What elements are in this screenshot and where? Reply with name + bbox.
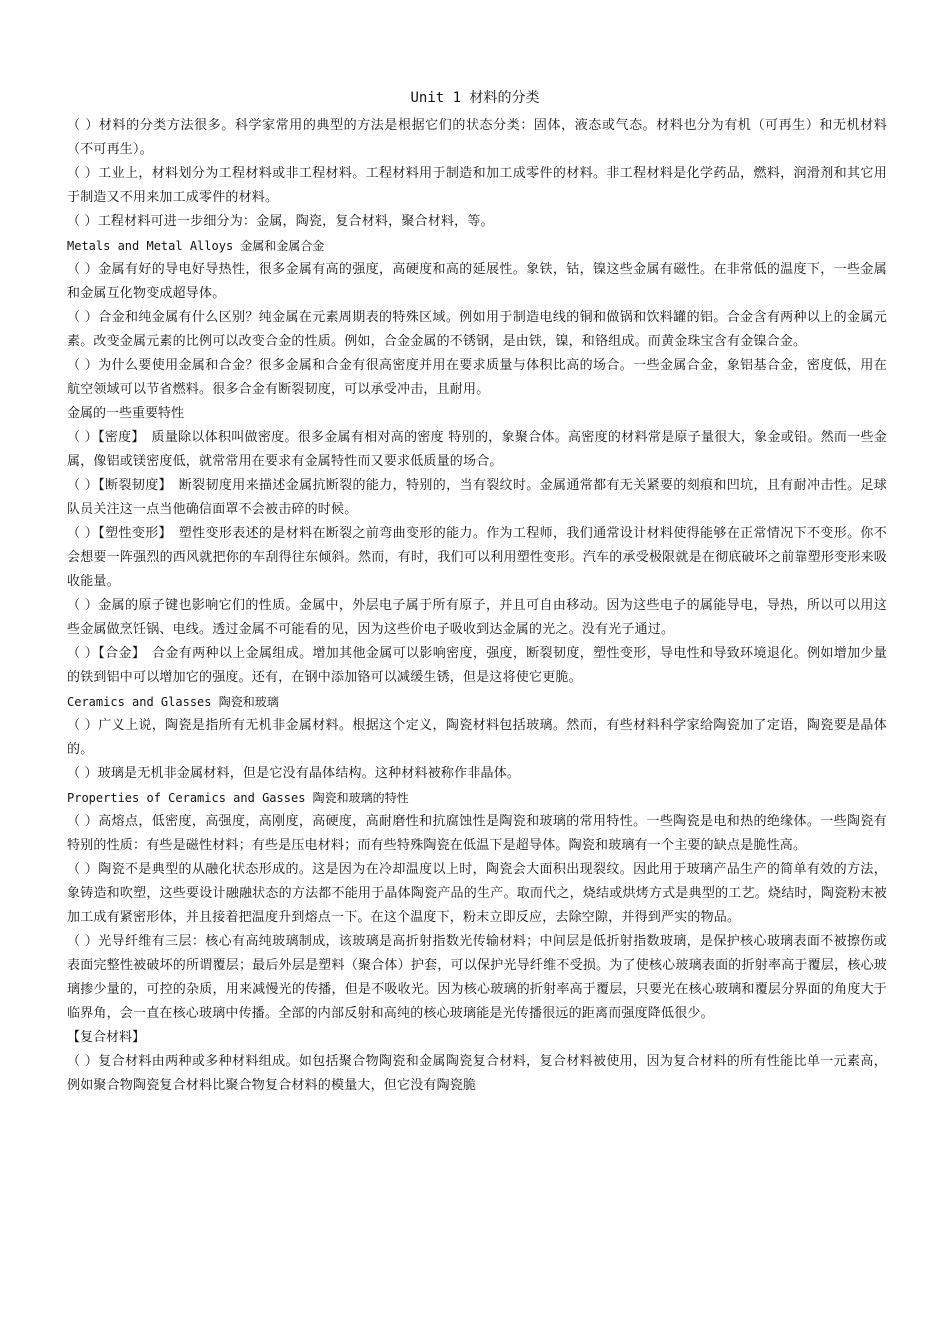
para-why-alloys: （ ）为什么要使用金属和合金？很多金属和合金有很高密度并用在要求质量与体积比高的场合。一些金属合金，象铝基合金，密度低，用在航空领域可以节省燃料。很多合金有断裂韧度，可以承受冲击，且耐用。: [67, 358, 887, 397]
heading-composites: 【复合材料】: [67, 1030, 146, 1045]
para-density: （ ）【密度】 质量除以体积叫做密度。很多金属有相对高的密度 特别的，象聚合体。高密度的材料常是原子量很大，象金或铅。然而一些金属，像铝或镁密度低，就常常用在要求有金属特性而又要求低质量的场合。: [67, 430, 887, 469]
document-title: Unit 1 材料的分类: [410, 90, 540, 106]
heading-metals: Metals and Metal Alloys 金属和金属合金: [67, 239, 325, 253]
para-composites: （ ）复合材料由两种或多种材料组成。如包括聚合物陶瓷和金属陶瓷复合材料，复合材料被使用，因为复合材料的所有性能比单一元素高，例如聚合物陶瓷复合材料比聚合物复合材料的模量大，但它没有陶瓷脆: [67, 1054, 887, 1093]
para-alloys: （ ）【合金】 合金有两种以上金属组成。增加其他金属可以影响密度，强度，断裂韧度，塑性变形，导电性和导致环境退化。例如增加少量的铁到铝中可以增加它的强度。还有，在钢中添加铬可以减缓生锈，但是这将使它更脆。: [67, 646, 887, 685]
para-ceramic-properties: （ ）高熔点，低密度，高强度，高刚度，高硬度，高耐磨性和抗腐蚀性是陶瓷和玻璃的常用特性。一些陶瓷是电和热的绝缘体。一些陶瓷有特别的性质：有些是磁性材料；有些是压电材料；而有些特殊陶瓷在低温下是超导体。陶瓷和玻璃有一个主要的缺点是脆性高。: [67, 814, 887, 853]
para-alloy-vs-pure: （ ）合金和纯金属有什么区别？纯金属在元素周期表的特殊区域。例如用于制造电线的铜和做锅和饮料罐的铝。合金含有两种以上的金属元素。改变金属元素的比例可以改变合金的性质。例如，合金金属的不锈钢，是由铁，镍，和铬组成。而黄金珠宝含有金镍合金。: [67, 310, 887, 349]
para-ceramics-definition: （ ）广义上说，陶瓷是指所有无机非金属材料。根据这个定义，陶瓷材料包括玻璃。然而，有些材料科学家给陶瓷加了定语，陶瓷要是晶体的。: [67, 718, 887, 757]
para-metal-conductivity: （ ）金属有好的导电好导热性，很多金属有高的强度，高硬度和高的延展性。象铁，钴，镍这些金属有磁性。在非常低的温度下，一些金属和金属互化物变成超导体。: [67, 262, 887, 301]
heading-ceramics: Ceramics and Glasses 陶瓷和玻璃: [67, 695, 279, 709]
heading-metal-properties: 金属的一些重要特性: [67, 406, 185, 421]
para-engineering-materials: （ ）工业上，材料划分为工程材料或非工程材料。工程材料用于制造和加工成零件的材料。非工程材料是化学药品，燃料，润滑剂和其它用于制造又不用来加工成零件的材料。: [67, 166, 887, 205]
document-body: [67, 114, 887, 1098]
para-subdivision: （ ）工程材料可进一步细分为：金属，陶瓷，复合材料，聚合材料，等。: [67, 214, 494, 229]
para-optical-fiber: （ ）光导纤维有三层：核心有高纯玻璃制成，该玻璃是高折射指数光传输材料；中间层是低折射指数玻璃，是保护核心玻璃表面不被擦伤或表面完整性被破坏的所谓覆层；最后外层是塑料（聚合体）护套，可以保护光导纤维不受损。为了使核心玻璃表面的折射率高于覆层，核心玻璃掺少量的，可控的杂质，用来减慢光的传播，但是不吸收光。因为核心玻璃的折射率高于覆层，只要光在核心玻璃和覆层分界面的角度大于临界角，会一直在核心玻璃中传播。全部的内部反射和高纯的核心玻璃能是光传播很远的距离而强度降低很少。: [67, 934, 887, 1021]
para-ceramic-forming: （ ）陶瓷不是典型的从融化状态形成的。这是因为在冷却温度以上时，陶瓷会大面积出现裂纹。因此用于玻璃产品生产的简单有效的方法，象铸造和吹塑，这些要设计融融状态的方法都不能用于晶体陶瓷产品的生产。取而代之，烧结或烘烤方式是典型的工艺。烧结时，陶瓷粉末被加工成有紧密形体，并且接着把温度升到熔点一下。在这个温度下，粉末立即反应，去除空隙，并得到严实的物品。: [67, 862, 887, 925]
para-classification: （ ）材料的分类方法很多。科学家常用的典型的方法是根据它们的状态分类：固体，液态或气态。材料也分为有机（可再生）和无机材料（不可再生）。: [67, 118, 887, 157]
para-glass: （ ）玻璃是无机非金属材料，但是它没有晶体结构。这种材料被称作非晶体。: [67, 766, 521, 781]
para-fracture-toughness: （ ）【断裂韧度】 断裂韧度用来描述金属抗断裂的能力，特别的，当有裂纹时。金属通常都有无关紧要的刻痕和凹坑，且有耐冲击性。足球队员关注这一点当他确信面罩不会被击碎的时候。: [67, 478, 887, 517]
heading-ceramic-properties: Properties of Ceramics and Gasses 陶瓷和玻璃的特性: [67, 791, 409, 805]
para-atomic-bonds: （ ）金属的原子键也影响它们的性质。金属中，外层电子属于所有原子，并且可自由移动。因为这些电子的属能导电，导热，所以可以用这些金属做烹饪锅、电线。透过金属不可能看的见，因为这些价电子吸收到达金属的光之。没有光子通过。: [67, 598, 887, 637]
para-plastic-deformation: （ ）【塑性变形】 塑性变形表述的是材料在断裂之前弯曲变形的能力。作为工程师，我们通常设计材料使得能够在正常情况下不变形。你不会想要一阵强烈的西风就把你的车刮得往东倾斜。然而，有时，我们可以利用塑性变形。汽车的承受极限就是在彻底破坏之前靠塑形变形来吸收能量。: [67, 526, 887, 589]
